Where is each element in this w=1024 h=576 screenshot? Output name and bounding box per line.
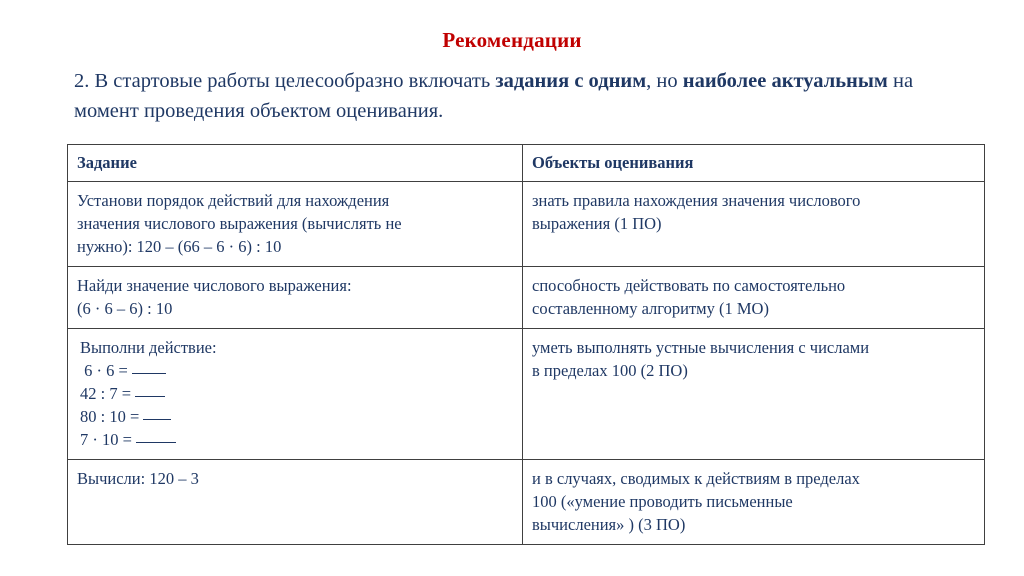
exercise-line [77,405,513,428]
assessment-table-wrapper [67,144,984,545]
intro-part-3: наиболее актуальным [682,70,888,92]
answer-blank[interactable] [136,442,176,443]
task-line: Установи порядок действий для нахождения [77,191,390,210]
object-cell [523,460,985,545]
intro-part-4: на момент проведения объектом оценивания. [74,70,914,122]
intro-part-2: , но [646,70,683,92]
task-line: значения числового выражения (вычислять не [77,214,402,233]
intro-part-1: задания с одним [495,70,647,92]
exercise-expression: 7 · 10 = [80,430,137,449]
task-cell [68,460,523,545]
page-title: Рекомендации [442,28,582,52]
task-line: (6 · 6 – 6) : 10 [77,299,173,318]
answer-blank[interactable] [132,373,166,374]
intro-paragraph [74,66,964,126]
table-header-row [68,145,985,182]
column-header-objects: Объекты оценивания [523,145,985,182]
object-line: уметь выполнять устные вычисления с числами [532,338,870,357]
exercise-expression: 42 : 7 = [80,384,136,403]
table-row [68,329,985,460]
object-line: составленному алгоритму (1 МО) [532,299,769,318]
object-line: способность действовать по самостоятельно [532,276,846,295]
object-line: знать правила нахождения значения числового [532,191,861,210]
task-line: Выполни действие: [80,338,217,357]
exercise-expression: 80 : 10 = [80,407,144,426]
object-cell [523,182,985,267]
task-line: нужно): 120 – (66 – 6 · 6) : 10 [77,237,282,256]
table-row [68,182,985,267]
task-line: Найди значение числового выражения: [77,276,352,295]
object-line: и в случаях, сводимых к действиям в пределах [532,469,860,488]
exercise-line [77,359,513,382]
exercise-line [77,382,513,405]
table-row [68,267,985,329]
object-line: вычисления» ) (3 ПО) [532,515,686,534]
assessment-table [67,144,985,545]
column-header-task: Задание [68,145,523,182]
task-cell [68,329,523,460]
object-cell [523,329,985,460]
task-line: Вычисли: 120 – 3 [77,469,199,488]
intro-part-0: 2. В стартовые работы целесообразно включать [74,70,496,92]
answer-blank[interactable] [135,396,165,397]
object-line: 100 («умение проводить письменные [532,492,793,511]
exercise-line [77,428,513,451]
table-row [68,460,985,545]
task-cell [68,267,523,329]
object-line: в пределах 100 (2 ПО) [532,361,688,380]
answer-blank[interactable] [143,419,171,420]
task-cell [68,182,523,267]
object-line: выражения (1 ПО) [532,214,662,233]
exercise-expression: 6 · 6 = [80,361,132,380]
object-cell [523,267,985,329]
